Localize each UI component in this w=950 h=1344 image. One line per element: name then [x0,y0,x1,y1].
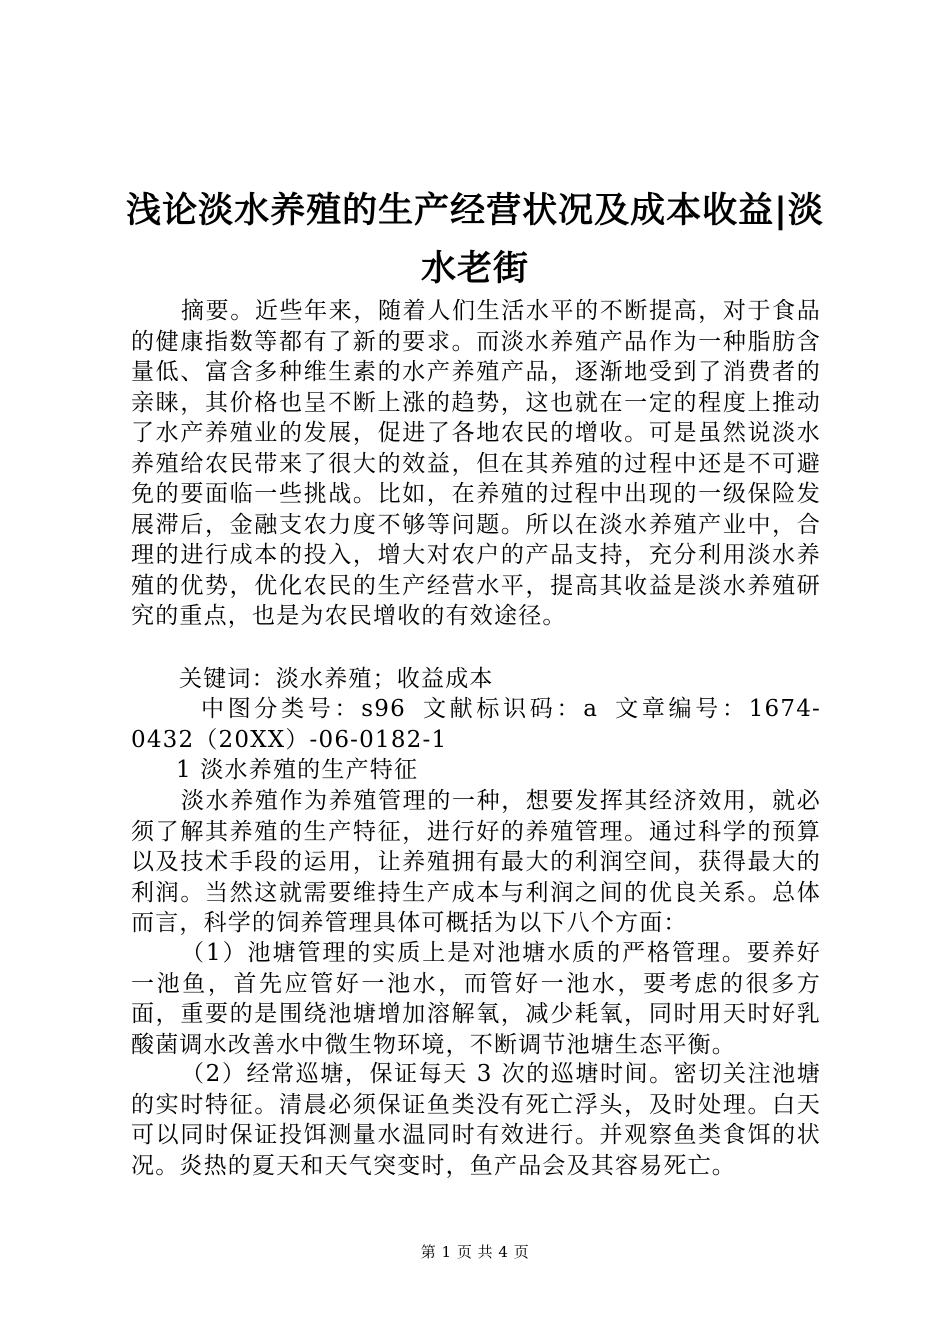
item-2-paragraph: （2）经常巡塘，保证每天 3 次的巡塘时间。密切关注池塘的实时特征。清晨必须保证鱼类没有死亡浮头，及时处理。白天可以同时保证投饵测量水温同时有效进行。并观察鱼类食饵的状况。炎热的夏天和天气突变时，鱼产品会及其容易死亡。 [131,1061,821,1179]
keywords-line: 关键词：淡水养殖；收益成本 [179,666,494,692]
item-1-paragraph: （1）池塘管理的实质上是对池塘水质的严格管理。要养好一池鱼，首先应管好一池水，而管好一池水，要考虑的很多方面，重要的是围绕池塘增加溶解氧，减少耗氧，同时用天时好乳酸菌调水改善水中微生物环境，不断调节池塘生态平衡。 [131,940,821,1058]
intro-paragraph: 淡水养殖作为养殖管理的一种，想要发挥其经济效用，就必须了解其养殖的生产特征，进行好的养殖管理。通过科学的预算以及技术手段的运用，让养殖拥有最大的利润空间，获得最大的利润。当然这就需要维持生产成本与利润之间的优良关系。总体而言，科学的饲养管理具体可概括为以下八个方面： [131,788,821,936]
classification-line: 中图分类号：s96 文献标识码：a 文章编号：1674-0432（20XX）-06-0182-1 [131,696,821,753]
document-title: 浅论淡水养殖的生产经营状况及成本收益|淡水老街 [126,191,824,289]
page-footer: 第 1 页 共 4 页 [420,1243,530,1261]
section-heading: 1 淡水养殖的生产特征 [176,757,419,783]
abstract-paragraph: 摘要。近些年来，随着人们生活水平的不断提高，对于食品的健康指数等都有了新的要求。而淡水养殖产品作为一种脂肪含量低、富含多种维生素的水产养殖产品，逐渐地受到了消费者的亲睐，其价格也呈不断上涨的趋势，这也就在一定的程度上推动了水产养殖业的发展，促进了各地农民的增收。可是虽然说淡水养殖给农民带来了很大的效益，但在其养殖的过程中还是不可避免的要面临一些挑战。比如，在养殖的过程中出现的一级保险发展滞后，金融支农力度不够等问题。所以在淡水养殖产业中，合理的进行成本的投入，增大对农户的产品支持，充分利用淡水养殖的优势，优化农民的生产经营水平，提高其收益是淡水养殖研究的重点，也是为农民增收的有效途径。 [131,298,821,629]
